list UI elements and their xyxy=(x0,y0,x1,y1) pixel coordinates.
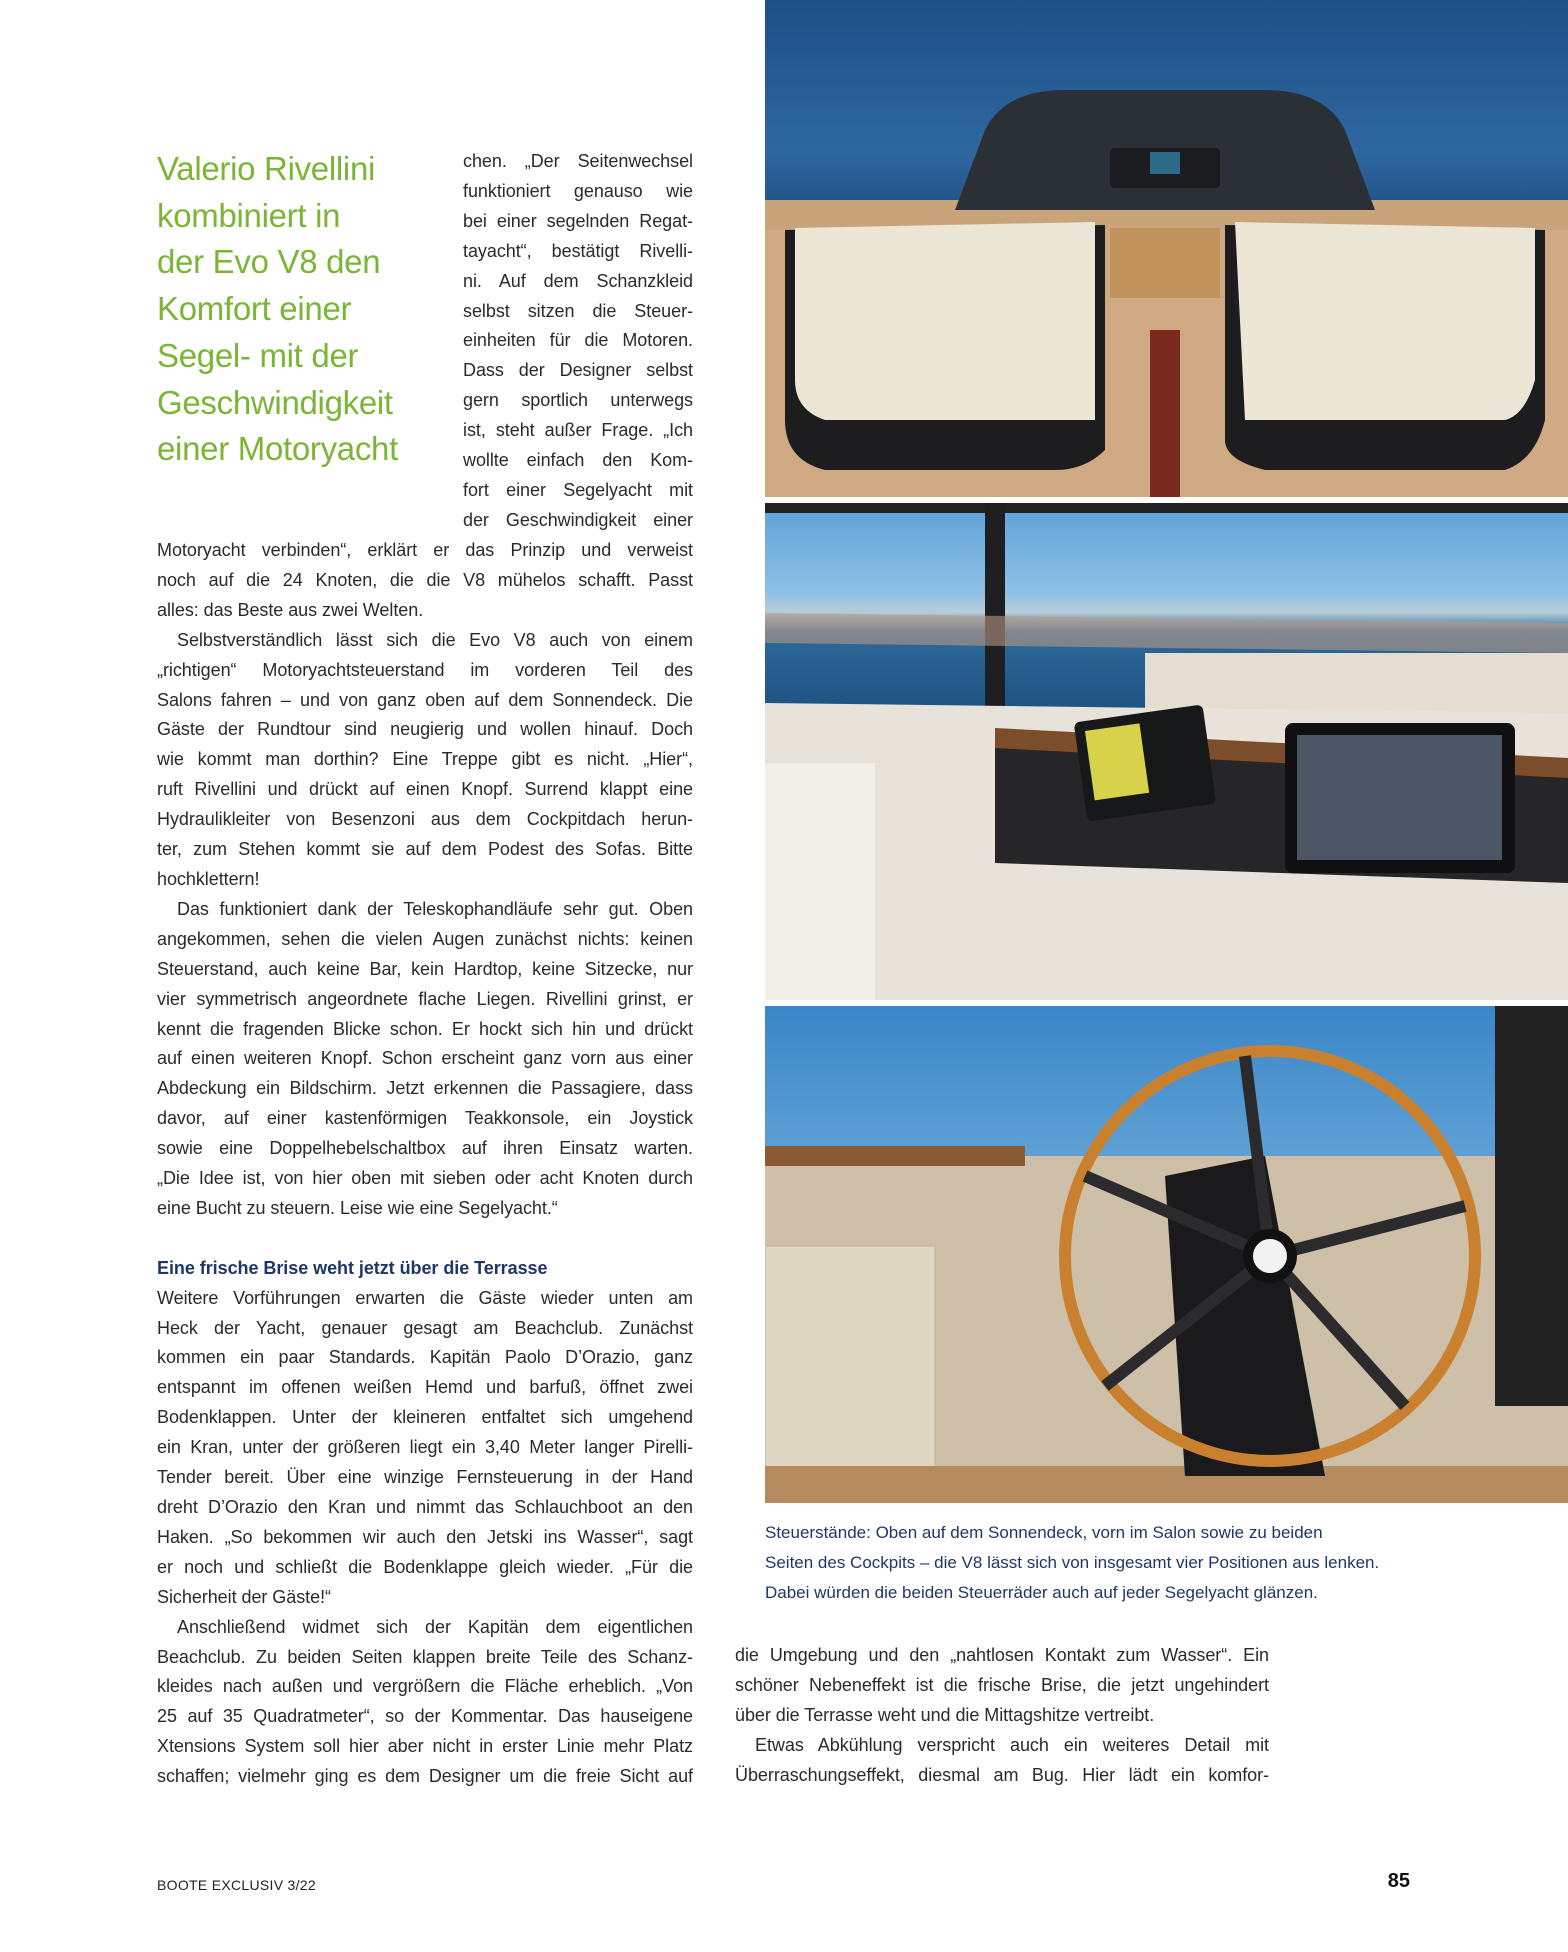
text-line: kleides nach außen und vergrößern die Fläche erheblich. „Von xyxy=(157,1676,693,1697)
text-line: alles: das Beste aus zwei Welten. xyxy=(157,599,424,620)
text-line: schaffen; vielmehr ging es dem Designer um die freie Sicht auf xyxy=(157,1766,693,1787)
text-line: Xtensions System soll hier aber nicht in erster Linie mehr Platz xyxy=(157,1736,693,1757)
text-line: auf einen weiteren Knopf. Schon erscheint ganz vorn aus einer xyxy=(157,1048,693,1069)
text-line: eine Bucht zu steuern. Leise wie eine Segelyacht.“ xyxy=(157,1197,558,1218)
text-line: noch auf die 24 Knoten, die die V8 mühelos schafft. Passt xyxy=(157,569,693,590)
text-line: Steuerstand, auch keine Bar, kein Hardtop, keine Sitzecke, nur xyxy=(157,958,693,979)
wheel-illustration xyxy=(765,1006,1568,1503)
headline-line: kombiniert in xyxy=(157,196,341,234)
text-line: der Geschwindigkeit einer xyxy=(463,509,693,530)
text-line: funktioniert genauso wie xyxy=(463,180,693,201)
headline-line: Segel- mit der xyxy=(157,336,359,374)
caption-line: Steuerstände: Oben auf dem Sonnendeck, vorn im Salon sowie zu beiden xyxy=(765,1523,1323,1542)
text-line: „Die Idee ist, von hier oben mit sieben oder acht Knoten durch xyxy=(157,1168,693,1189)
text-line: die Umgebung und den „nahtlosen Kontakt zum Wasser“. Ein xyxy=(735,1645,1269,1665)
text-line: Weitere Vorführungen erwarten die Gäste wieder unten am xyxy=(157,1287,693,1308)
text-line: Das funktioniert dank der Teleskophandläufe sehr gut. Oben xyxy=(177,898,693,919)
text-line: tayacht“, bestätigt Rivelli- xyxy=(463,240,693,261)
text-line: davor, auf einer kastenförmigen Teakkonsole, ein Joystick xyxy=(157,1108,693,1129)
text-line: wie kommt man dorthin? Eine Treppe gibt es nicht. „Hier“, xyxy=(157,749,693,770)
text-column-right xyxy=(735,1641,1269,1791)
text-line: chen. „Der Seitenwechsel xyxy=(463,151,693,171)
sundeck-illustration xyxy=(765,0,1568,497)
text-line: Anschließend widmet sich der Kapitän dem eigentlichen xyxy=(177,1616,693,1637)
text-line: bei einer segelnden Regat- xyxy=(463,210,693,231)
section-subheading: Eine frische Brise weht jetzt über die Terrasse xyxy=(157,1257,548,1278)
photo-caption xyxy=(765,1518,1465,1608)
salon-illustration xyxy=(765,503,1568,1000)
text-line: fort einer Segelyacht mit xyxy=(463,479,693,500)
headline-line: Valerio Rivellini xyxy=(157,150,376,187)
text-line: selbst sitzen die Steuer- xyxy=(463,300,693,321)
spacer xyxy=(157,1224,693,1254)
text-line: dreht D’Orazio den Kran und nimmt das Schlauchboot an den xyxy=(157,1496,693,1517)
text-line: vier symmetrisch angeordnete flache Liegen. Rivellini grinst, er xyxy=(157,988,693,1009)
caption-line: Seiten des Cockpits – die V8 lässt sich von insgesamt vier Positionen aus lenken. xyxy=(765,1552,1380,1572)
text-line: Abdeckung ein Bildschirm. Jetzt erkennen die Passagiere, dass xyxy=(157,1078,693,1099)
text-line: ein Kran, unter der größeren liegt ein 3,40 Meter langer Pirelli- xyxy=(157,1437,693,1458)
text-line: einheiten für die Motoren. xyxy=(463,330,693,351)
page-number: 85 xyxy=(1387,1870,1410,1892)
publication-footer: BOOTE EXCLUSIV 3/22 xyxy=(157,1877,316,1893)
photo-cockpit-wheel xyxy=(765,1006,1568,1503)
headline-line: Geschwindigkeit xyxy=(157,383,393,421)
headline-line: einer Motoryacht xyxy=(157,430,398,468)
text-line: er noch und schließt die Bodenklappe gleich wieder. „Für die xyxy=(157,1556,693,1577)
photo-salon-helm xyxy=(765,503,1568,1000)
text-line: hochklettern! xyxy=(157,868,260,889)
text-line: Tender bereit. Über eine winzige Fernsteuerung in der Hand xyxy=(157,1467,693,1488)
text-line: Motoryacht verbinden“, erklärt er das Prinzip und verweist xyxy=(157,540,693,560)
text-line: ruft Rivellini und drückt auf einen Knopf. Surrend klappt eine xyxy=(157,779,693,800)
text-line: Etwas Abkühlung verspricht auch ein weiteres Detail mit xyxy=(755,1734,1269,1755)
text-line: entspannt im offenen weißen Hemd und barfuß, öffnet zwei xyxy=(157,1377,693,1398)
text-line: Überraschungseffekt, diesmal am Bug. Hier lädt ein komfor- xyxy=(735,1764,1269,1785)
caption-line: Dabei würden die beiden Steuerräder auch auf jeder Segelyacht glänzen. xyxy=(765,1582,1318,1602)
text-line: wollte einfach den Kom- xyxy=(463,450,693,471)
text-line: 25 auf 35 Quadratmeter“, so der Kommentar. Das hauseigene xyxy=(157,1706,693,1727)
text-line: ter, zum Stehen kommt sie auf dem Podest des Sofas. Bitte xyxy=(157,839,693,860)
text-line: Heck der Yacht, genauer gesagt am Beachclub. Zunächst xyxy=(157,1317,693,1338)
text-line: sowie eine Doppelhebelschaltbox auf ihren Einsatz warten. xyxy=(157,1138,693,1159)
text-line: Hydraulikleiter von Besenzoni aus dem Cockpitdach herun- xyxy=(157,809,693,830)
text-line: kennt die fragenden Blicke schon. Er hockt sich hin und drückt xyxy=(157,1018,693,1039)
text-line: „richtigen“ Motoryachtsteuerstand im vorderen Teil des xyxy=(157,659,693,680)
text-line: gern sportlich unterwegs xyxy=(463,390,693,411)
narrow-text-column xyxy=(463,147,693,536)
text-line: Bodenklappen. Unter der kleineren entfaltet sich umgehend xyxy=(157,1407,693,1428)
text-line: Selbstverständlich lässt sich die Evo V8 auch von einem xyxy=(177,629,693,650)
pull-quote-headline xyxy=(157,146,447,473)
text-line: Salons fahren – und von ganz oben auf dem Sonnendeck. Die xyxy=(157,689,693,710)
text-line: schöner Nebeneffekt ist die frische Brise, die jetzt ungehindert xyxy=(735,1674,1269,1695)
text-line: Dass der Designer selbst xyxy=(463,360,693,381)
text-line: Haken. „So bekommen wir auch den Jetski ins Wasser“, sagt xyxy=(157,1526,693,1547)
text-line: angekommen, sehen die vielen Augen zunächst nichts: keinen xyxy=(157,928,693,949)
text-line: ni. Auf dem Schanzkleid xyxy=(463,270,693,291)
text-line: über die Terrasse weht und die Mittagshitze vertreibt. xyxy=(735,1704,1155,1725)
text-line: ist, steht außer Frage. „Ich xyxy=(463,420,693,441)
text-line: kommen ein paar Standards. Kapitän Paolo D’Orazio, ganz xyxy=(157,1347,693,1368)
headline-line: der Evo V8 den xyxy=(157,243,381,281)
text-line: Gäste der Rundtour sind neugierig und wollen hinauf. Doch xyxy=(157,719,693,740)
photo-sundeck-helm xyxy=(765,0,1568,497)
text-line: Sicherheit der Gäste!“ xyxy=(157,1586,331,1607)
text-line: Beachclub. Zu beiden Seiten klappen breite Teile des Schanz- xyxy=(157,1646,693,1667)
headline-line: Komfort einer xyxy=(157,290,352,328)
text-column-left xyxy=(157,536,693,1792)
